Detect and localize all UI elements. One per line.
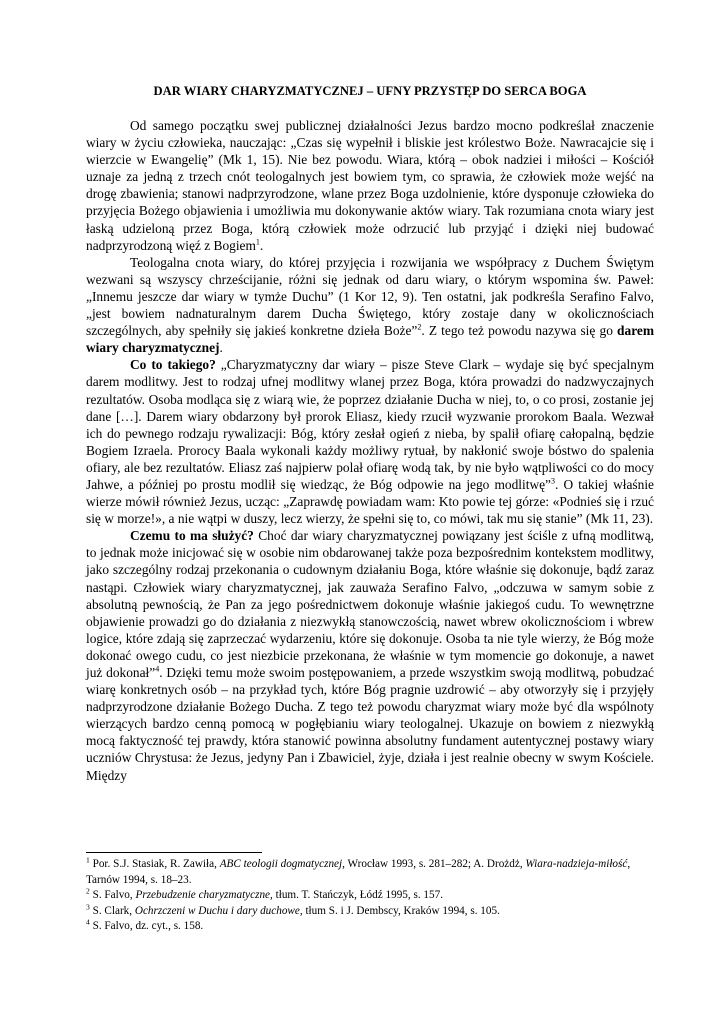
paragraph-1-text: Od samego początku swej publicznej działalności Jezus bardzo mocno podkreślał znaczenie wiary w życiu człowieka, nauczając: „Czas się wypełnił i bliskie jest królestwo Boże. Nawracajcie się i wierzcie w Ewangelię” (Mk 1, 15). Nie bez powodu. Wiara, którą – obok nadziei i miłości – Kościół uznaje za jedną z trzech cnót teologalnych jest bowiem tym, co sprawia, że człowiek może wejść na drogę zbawienia; stanowi nadprzyrodzone, wlane przez Boga uzdolnienie, które dysponuje człowieka do przyjęcia Bożego objawienia i umożliwia mu dokonywanie aktów wiary. Tak rozumiana cnota wiary jest łaską udzieloną przez Boga, którą człowiek może odrzucić lub przyjąć i dzięki niej budować nadprzyrodzoną więź z Bogiem [86, 118, 654, 253]
paragraph-4 [86, 527, 654, 783]
footnote-2-end: tłum. T. Stańczyk, Łódź 1995, s. 157. [272, 889, 444, 902]
footnote-ref-1[interactable]: 1 [255, 237, 260, 247]
footnote-3-number: 3 [86, 902, 90, 912]
footnote-1-mid: , Wrocław 1993, s. 281–282; A. Drożdż, [342, 858, 526, 870]
footnote-4-number: 4 [86, 917, 90, 927]
paragraph-2-text: Teologalna cnota wiary, do której przyjęcia i rozwijania we współpracy z Duchem Świętym wezwani są wszyscy chrześcijanie, różni się jednak od daru wiary, o którym wspomina św. Paweł: „Innemu jeszcze dar wiary w tymże Duchu” (1 Kor 12, 9). Ten ostatni, jak podkreśla Serafino Falvo, „jest bowiem nadnaturalnym darem Ducha Świętego, który zostaje dany w okolicznościach szczególnych, aby spełniły się jakieś konkretne dzieła Boże” [86, 254, 654, 339]
footnote-4 [86, 919, 654, 935]
footnote-3-title: Ochrzczeni w Duchu i dary duchowe [134, 904, 300, 917]
footnote-2 [86, 888, 654, 904]
document-title: DAR WIARY CHARYZMATYCZNEJ – UFNY PRZYSTĘP DO SERCA BOGA [153, 84, 587, 98]
paragraph-4-text: Choć dar wiary charyzmatycznej powiązany jest ściśle z ufną modlitwą, to jednak może inicjować się w osobie nim obdarowanej także poza bezpośrednim kontekstem modlitwy, jako szczególny rodzaj przekonania o cudownym działaniu Boga, które właśnie się dokonuje, bądź zaraz nastąpi. Człowiek wiary charyzmatycznej, jak zauważa Serafino Falvo, „odczuwa w samym sobie z absolutną pewnością, że Pan za jego pośrednictwem dokonuje właśnie jakiegoś cudu. To wewnętrzne objawienie prowadzi go do działania z niezwykłą stanowczością, nawet wbrew okolicznościom i wbrew logice, które zdają się zaprzeczać wydarzeniu, które się dokonuje. Osoba ta nie tyle wierzy, że Bóg może dokonać owego cudu, co jest niezbicie przekonana, że właśnie w tym momencie go dokonuje, a nawet już dokonał” [86, 528, 654, 680]
footnote-ref-2[interactable]: 2 [417, 322, 422, 332]
footnote-1-number: 1 [86, 855, 90, 865]
footnotes [86, 857, 654, 935]
footnote-2-number: 2 [86, 886, 90, 896]
footnote-3-text: S. Clark, [89, 904, 135, 917]
footnote-1-end: , Tarnów 1994, s. 18–23. [86, 858, 631, 886]
footnote-1-title-2: Wiara-nadzieja-miłość [525, 858, 628, 870]
document-body [86, 117, 654, 784]
footnote-separator [86, 852, 262, 853]
footnote-1 [86, 857, 654, 888]
footnote-2-title: Przebudzenie charyzmatyczne, [135, 889, 273, 902]
paragraph-3-text: „Charyzmatyczny dar wiary – pisze Steve Clark – wydaje się być specjalnym darem modlitwy. Jest to rodzaj ufnej modlitwy wlanej przez Boga, która prowadzi do nadzwyczajnych rezultatów. Osoba modląca się z wiarą wie, że poprzez działanie Ducha w niej, to, o co prosi, zostanie jej dane […]. Darem wiary obdarzony był prorok Eliasz, kiedy rzucił wyzwanie prorokom Baala. Wezwał ich do pewnego rodzaju rywalizacji: Bóg, który zesłał ogień z nieba, by spalił ofiarę całopalną, będzie Bogiem Izraela. Prorocy Baala wykonali każdy możliwy rytuał, by nakłonić swoje bóstwo do spalenia ofiary, ale bez rezultatów. Eliasz zaś najpierw polał ofiarę wodą tak, by nie było wątpliwości co do mocy Jahwe, a później po prostu modlił się wiedząc, że Bóg odpowie na jego modlitwę” [86, 357, 655, 492]
paragraph-4-continuation: . Dzięki temu może swoim postępowaniem, a przede wszystkim swoją modlitwą, pobudzać wiarę konkretnych osób – na przykład tych, które Bóg pragnie uzdrowić – aby otworzyły się i przyjęły nadprzyrodzone działanie Bożego Ducha. Z tego też powodu charyzmat wiary może być dla wspólnoty wierzących bardzo cenną pomocą w pogłębianiu wiary teologalnej. Ukazuje on bowiem z niezwykłą mocą faktyczność tej prawdy, która stanowić powinna absolutny fundament autentycznej postawy wiary uczniów Chrystusa: że Jezus, jedyny Pan i Zbawiciel, żyje, działa i jest realnie obecny w swym Kościele. Między [86, 665, 654, 783]
document-page [86, 84, 654, 784]
paragraph-1: Od samego początku swej publicznej działalności Jezus bardzo mocno podkreślał znaczenie wiary w życiu człowieka, nauczając: „Czas się wypełnił i bliskie jest królestwo Boże. Nawracajcie się i wierzcie w Ewangelię” (Mk 1, 15). Nie bez powodu. Wiara, którą – obok nadziei i miłości – Kościół uznaje za jedną z trzech cnót teologalnych jest bowiem tym, co sprawia, że człowiek może wejść na drogę zbawienia; stanowi nadprzyrodzone, wlane przez Boga uzdolnienie, które dysponuje człowieka do przyjęcia Bożego objawienia i umożliwia mu dokonywanie aktów wiary. Tak rozumiana cnota wiary jest łaską udzieloną przez Boga, którą człowiek może odrzucić lub przyjąć i dzięki niej budować nadprzyrodzoną więź z Bogiem$^1$. [86, 118, 654, 253]
footnote-ref-4[interactable]: 4 [155, 664, 160, 674]
paragraph-3-continuation: . O takiej właśnie wierze mówił również Jezus, ucząc: „Zaprawdę powiadam wam: Kto powie tej górze: «Podnieś się i rzuć się w morze!», a nie wątpi w duszy, lecz wierzy, że spełni się to, co mówi, tak mu się stanie” (Mk 11, 23). [86, 476, 654, 527]
footnote-ref-3[interactable]: 3 [551, 476, 555, 486]
footnote-3-end: , tłum S. i J. Dembscy, Kraków 1994, s. 105. [299, 904, 500, 917]
paragraph-4-heading: Czemu to ma służyć? [130, 528, 254, 544]
paragraph-2 [86, 254, 654, 357]
paragraph-2-emphasis: darem wiary charyzmatycznej [86, 323, 654, 356]
footnote-3 [86, 904, 654, 920]
footnote-1-text: Por. S.J. Stasiak, R. Zawiła, [89, 858, 220, 870]
paragraph-3 [86, 356, 654, 527]
paragraph-2-continuation: . Z tego też powodu nazywa się go [421, 323, 618, 339]
paragraph-2-end: . [219, 340, 223, 356]
footnote-2-text: S. Falvo, [89, 889, 136, 902]
paragraph-3-heading: Co to takiego? [130, 357, 216, 373]
footnote-1-title: ABC teologii dogmatycznej [219, 858, 343, 870]
footnote-4-text: S. Falvo, dz. cyt., s. 158. [89, 920, 204, 933]
